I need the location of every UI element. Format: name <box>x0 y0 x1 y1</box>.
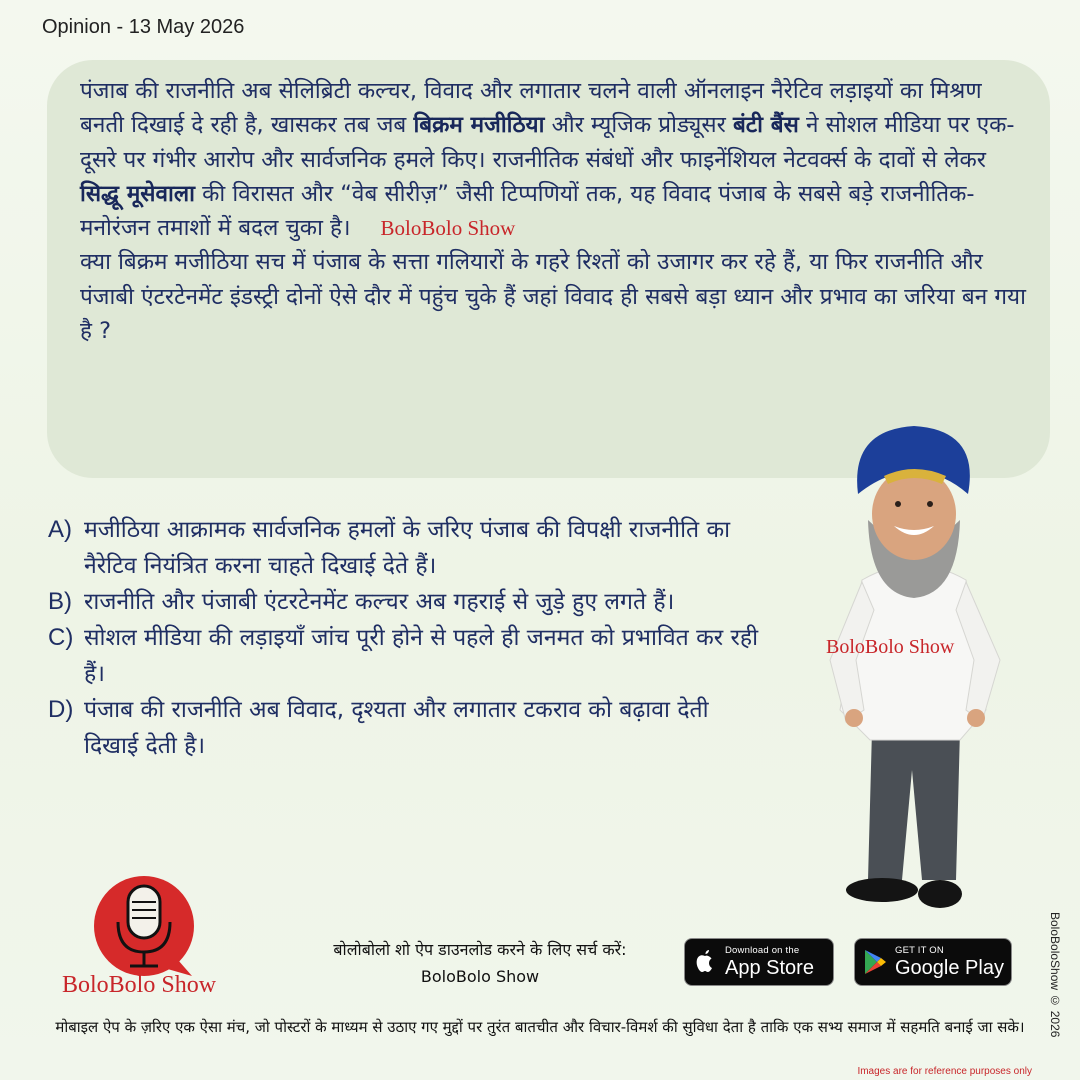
google-play-badge[interactable] <box>854 938 1012 986</box>
google-play-small: GET IT ON <box>895 945 944 957</box>
question-part: और म्यूजिक प्रोड्यूसर <box>544 112 733 139</box>
apple-icon <box>685 948 725 976</box>
option-text: पंजाब की राजनीति अब विवाद, दृश्यता और लगातार टकराव को बढ़ावा देती दिखाई देती है। <box>84 697 709 759</box>
highlight-name: बिक्रम मजीठिया <box>413 112 545 139</box>
copyright-vertical: BoloBoloShow © 2026 <box>1048 912 1062 1038</box>
question-main: क्या बिक्रम मजीठिया सच में पंजाब के सत्ता गलियारों के गहरे रिश्तों को उजागर कर रहे हैं, या फिर राजनीति और पंजाबी एंटरटेनमेंट इंडस्ट्री दोनों ऐसे दौर में पहुंच चुके हैं जहां विवाद ही सबसे बड़ा ध्यान और प्रभाव का जरिया बन गया है ? <box>80 249 1026 345</box>
option-key: D) <box>48 696 74 723</box>
politician-caricature <box>810 410 1020 930</box>
play-icon <box>855 948 895 976</box>
option-c[interactable] <box>48 620 768 692</box>
inline-brand-watermark: BoloBolo Show <box>380 216 516 241</box>
highlight-name: सिद्धू मूसेवाला <box>80 180 195 207</box>
option-a[interactable] <box>48 512 768 584</box>
question-part: पंजाब की राजनीति अब सेलिब्रिटी कल्चर, विवाद और लगातार चलने वाली ऑनलाइन नैरेटिव लड़ाइयों का मिश्रण बनती दिखाई दे रही है, खासकर तब जब <box>80 78 982 139</box>
option-key: A) <box>48 516 72 543</box>
option-key: B) <box>48 588 72 615</box>
option-text: सोशल मीडिया की लड़ाइयाँ जांच पूरी होने से पहले ही जनमत को प्रभावित कर रही हैं। <box>84 625 759 687</box>
question-text <box>80 74 1030 348</box>
question-part: की विरासत और “वेब सीरीज़” जैसी टिप्पणियों तक, यह विवाद पंजाब के सबसे बड़े राजनीतिक-मनोरंजन तमाशों में बदल चुका है। <box>80 180 975 242</box>
answer-options <box>48 512 768 764</box>
date-line: Opinion - 13 May 2026 <box>42 16 245 38</box>
option-text: राजनीति और पंजाबी एंटरटेनमेंट कल्चर अब गहराई से जुड़े हुए लगते हैं। <box>84 589 675 615</box>
question-part: ने सोशल मीडिया पर एक-दूसरे पर गंभीर आरोप और सार्वजनिक हमले किए। राजनीतिक संबंधों और फाइनेंशियल नेटवर्क्स के दावों से लेकर <box>80 112 1015 173</box>
option-d[interactable] <box>48 692 768 764</box>
option-b[interactable] <box>48 584 768 620</box>
app-store-small: Download on the <box>725 945 800 957</box>
download-line-1: बोलोबोलो शो ऐप डाउनलोड करने के लिए सर्च करें: <box>333 940 627 959</box>
shirt-brand-watermark: BoloBolo Show <box>826 636 955 658</box>
google-play-big: Google Play <box>895 956 1004 979</box>
bottom-description: मोबाइल ऐप के ज़रिए एक ऐसा मंच, जो पोस्टरों के माध्यम से उठाए गए मुद्दों पर तुरंत बातचीत और विचार-विमर्श की सुविधा देता है ताकि एक सभ्य समाज में सहमति बनाई जा सके। <box>55 1018 1025 1036</box>
option-text: मजीठिया आक्रामक सार्वजनिक हमलों के जरिए पंजाब की विपक्षी राजनीति का नैरेटिव नियंत्रित करना चाहते दिखाई देते हैं। <box>84 517 731 579</box>
app-store-badge[interactable] <box>684 938 834 986</box>
logo-text: BoloBolo Show <box>62 972 217 998</box>
download-instructions <box>280 936 680 990</box>
option-key: C) <box>48 624 74 651</box>
reference-note: Images are for reference purposes only <box>857 1066 1032 1077</box>
highlight-name: बंटी बैंस <box>732 112 799 139</box>
download-line-2: BoloBolo Show <box>420 967 540 986</box>
app-store-big: App Store <box>725 956 814 979</box>
